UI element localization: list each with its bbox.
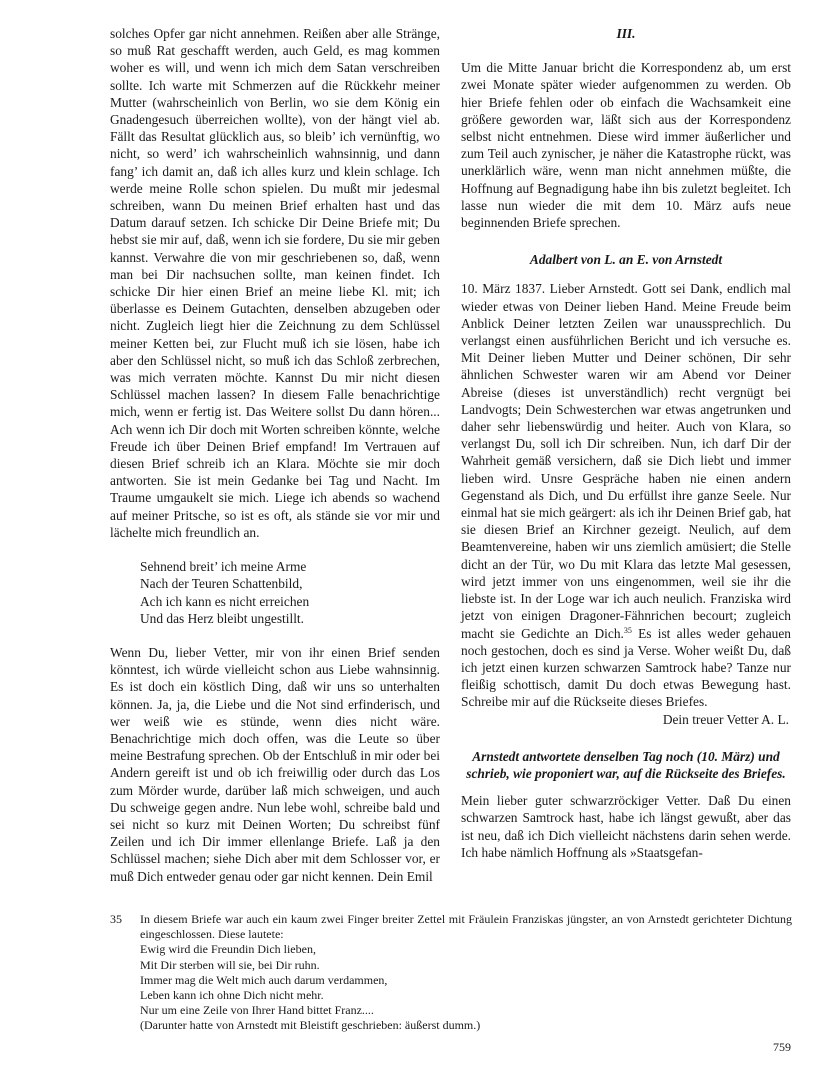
body-paragraph: solches Opfer gar nicht annehmen. Reißen aber alle Stränge, so muß Rat geschafft werden, auch Geld, es mag kommen woher es will, und wenn ich mich dem Satan verschreiben sollte. Ich warte mit Schmerzen auf die Rückkehr meiner Mutter (wahrscheinlich von Berlin, wo sie dem König ein Gnadengesuch überreichen wollte), von der hängt viel ab. Fällt das Resultat glücklich aus, so bleib’ ich vernünftig, wo nicht, so werd’ ich wahrscheinlich wahnsinnig, und dann fang’ ich damit an, daß ich alles kurz und klein schlage. Ich werde meine Rolle schon spielen. Du mußt mir jedesmal schreiben, wann Du meinen Brief erhalten hast und das Datum darauf setzen. Ich schicke Dir Deine Briefe mit; Du hebst sie mir auf, daß, wenn ich sie fordere, Du sie mir geben kannst. Verwahre die von mir geschriebenen so, daß, wenn man bei Dir nachsuchen sollte, man keinen findet. Ich schicke Dir hier einen Brief an meine liebe Kl. mit; ich überlasse es Deinem Gutachten, denselben abzugeben oder nicht. Zugleich liegt hier die Zeichnung zu dem Schlüssel meiner Ketten bei, zur Flucht muß ich sie lösen, habe ich aber den Schlüssel nicht, so muß ich das Schloß zerbrechen, was mich verraten möchte. Kannst Du mir nicht diesen Schlüssel machen lassen? In diesem Falle benachrichtige mich, wenn er fertig ist. Das Weitere sollst Du dann hören... Ach wenn ich Dir doch mit Worten schreiben könnte, welche Freude ich über Deinen Brief empfand! Im Vertrauen auf diesen Brief schreib ich an Klara. Möchte sie mir doch antworten. Sie ist mein Gedanke bei Tag und Nacht. Im Traume umgaukelt sie mich. Liege ich abends so wachend auf meiner Pritsche, so ist es oft, als stände sie vor mir und lächelte mich freundlich an. [110,26,440,540]
footnote-poem-line: Immer mag die Welt mich auch darum verdammen, [140,972,388,987]
left-column [110,25,440,885]
poem-line: Sehnend breit’ ich meine Arme [140,559,307,575]
footnote-text: In diesem Briefe war auch ein kaum zwei Finger breiter Zettel mit Fräulein Franziskas jüngster, an von Arnstedt gerichteter Dichtung eingeschlossen. Diese lautete: [140,912,792,942]
letter-text: 10. März 1837. Lieber Arnstedt. Gott sei Dank, endlich mal wieder etwas von Deiner lieben Hand. Meine Freude beim Anblick Deiner letzten Zeilen war unaussprechlich. Du verlangst einen ausführlichen Bericht und ich versuche es. Mit Deiner lieben Mutter und Deiner schönen, Dir sehr ähnlichen Schwester waren wir am Abend vor Deiner Abreise (dieses ist unverständlich) recht vergnügt bei Landvogts; Dein Schwesterchen war etwas angetrunken und daher sehr liebenswürdig und heiter. Auch von Klara, so verlangst Du, soll ich Dir schreiben. Nun, ich darf Dir der Wahrheit gemäß versichern, daß sie Dich liebt und immer lieben wird. Unsre Gespräche haben nie einen andern Gegenstand als Dich, und Du erfüllst ihre ganze Seele. Nur einmal hat sie mich geärgert: als ich ihr Deinen Brief gab, hat sie diesen Brief an Kirchner gezeigt. Neulich, auf dem Beamtenvereine, haben wir uns ziemlich amüsiert; die Stelle dicht an der Tür, wo Du mit Klara das letzte Mal gesessen, wird jetzt immer von uns eingenommen, weil sie ihr die liebste ist. In der Loge war ich auch neulich. Franziska wird jetzt von einigen Dragoner-Fähnrichen becourt; zugleich macht sie Gedichte an Dich. [461,281,791,641]
poem-line: Ach ich kann es nicht erreichen [140,593,310,609]
right-column [461,25,791,861]
letter-paragraph [461,280,791,710]
letter-heading: Adalbert von L. an E. von Arnstedt [529,252,723,268]
footnote-note: (Darunter hatte von Arnstedt mit Bleistift geschrieben: äußerst dumm.) [140,1018,481,1033]
body-paragraph: Wenn Du, lieber Vetter, mir von ihr einen Brief senden könntest, ich würde vielleicht schon aus Liebe wahnsinnig. Es ist doch ein köstlich Ding, daß wir uns so unterhalten können. Ja, ja, die Liebe und die Not sind erfinderisch, und wer weiß wie es stünde, wenn dies nicht wäre. Benachrichtige mich doch offen, was die Leute so über meine Bestrafung sprechen. Ob der Entschluß in mir oder bei Andern gereift ist und ob ich freiwillig oder durch das Los zum Mörder wurde, darüber laß mich schweigen, und auch Du schweige gegen andre. Nun lebe wohl, schreibe bald und sei nicht so kurz mit Deinen Worten; Du schreibst fünf Zeilen und ich Dir immer ellenlange Briefe. Laß ja den Schlüssel machen; siehe Dich aber mit dem Schlosser vor, er muß Dich entweder genau oder gar nicht kennen. Dein Emil [110,644,440,884]
footnote-poem-line: Ewig wird die Freundin Dich lieben, [140,942,316,957]
letter-heading: Arnstedt antwortete denselben Tag noch (10. März) und schrieb, wie proponiert war, auf die Rückseite des Briefes. [466,748,786,781]
page-number: 759 [773,1040,791,1054]
footnote-body [140,912,792,1034]
footnote-ref: 35 [623,625,632,635]
poem-line: Und das Herz bleibt ungestillt. [140,610,305,626]
poem [140,558,440,627]
footnote-poem-line: Mit Dir sterben will sie, bei Dir ruhn. [140,957,320,972]
footnote [110,912,792,1034]
signature: Dein treuer Vetter A. L. [662,711,789,727]
poem-line: Nach der Teuren Schattenbild, [140,576,303,592]
footnote-poem-line: Nur um eine Zeile von Ihrer Hand bittet Franz.... [140,1003,374,1018]
letter-paragraph: Mein lieber guter schwarzröckiger Vetter. Daß Du einen schwarzen Samtrock hast, habe ich längst gewußt, aber das ist neu, daß ich Dich vielleicht nächstens darin sehen werde. Ich habe nämlich Hoffnung als »Staatsgefan- [461,793,791,860]
letter-text: Es ist alles weder gehauen noch gestochen, doch es sind ja Verse. Woher weißt Du, daß ich jetzt einen kurzen schwarzen Samtrock habe? Tanze nur fleißig schottisch, damit Du doch etwas Bewegung hast. Schreibe mir auf die Rückseite dieses Briefes. [461,625,791,710]
footnote-number: 35 [110,912,122,926]
section-number: III. [616,26,636,41]
intro-paragraph: Um die Mitte Januar bricht die Korrespondenz ab, um erst zwei Monate später wieder aufgenommen zu werden. Ob hier Briefe fehlen oder ob einfach die Wachsamkeit eine größere geworden war, läßt sich aus der Korrespondenz selbst nicht entnehmen. Diese wird immer äußerlicher und zum Teil auch zynischer, je näher die Katastrophe rückt, was unerklärlich wäre, wenn man nicht annehmen müßte, die Hoffnung auf Begnadigung habe ihn bis zuletzt begleitet. Ich lasse nun wieder die mit dem 10. März aufs neue beginnenden Briefe sprechen. [461,60,791,231]
footnote-poem-line: Leben kann ich ohne Dich nicht mehr. [140,988,324,1003]
